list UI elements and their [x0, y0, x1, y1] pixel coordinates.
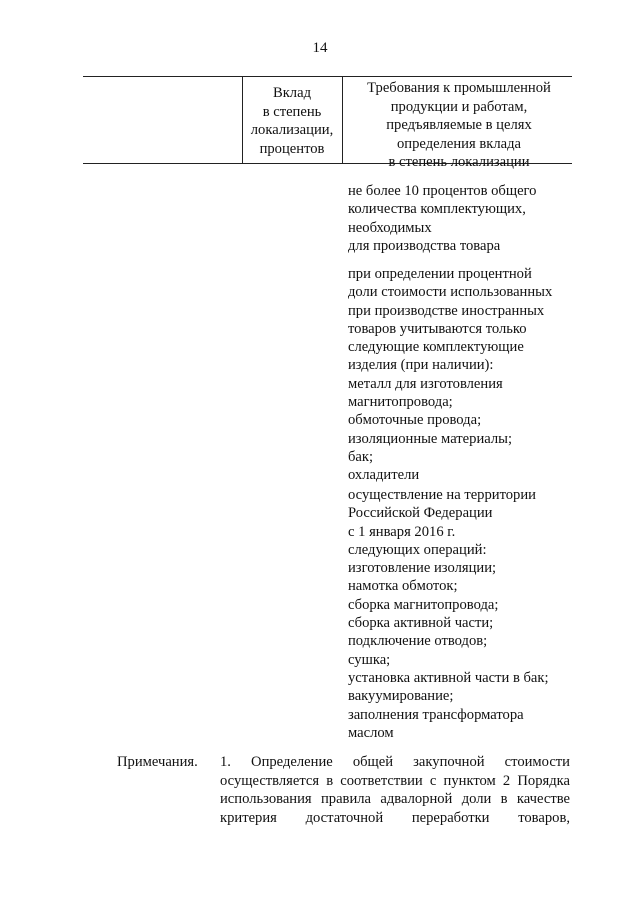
header-line: продукции и работам,	[390, 98, 528, 115]
header-line: в степень локализации	[388, 154, 530, 170]
notes-line: критерия достаточной переработки товаров,	[220, 809, 570, 826]
header-line: процентов	[259, 140, 325, 157]
requirement-block-foreign-components	[348, 265, 578, 485]
text-line: сборка активной части;	[348, 615, 494, 632]
text-line: маслом	[348, 724, 394, 741]
text-line: осуществление на территории	[348, 487, 536, 503]
text-line: обмоточные провода;	[348, 412, 482, 429]
header-line: в степень	[262, 103, 322, 120]
text-line: охладители	[348, 467, 420, 484]
text-line: намотка обмоток;	[348, 578, 458, 595]
text-line: необходимых	[348, 219, 432, 236]
requirement-block-domestic-operations	[348, 486, 578, 742]
header-line: Требования к промышленной	[367, 80, 551, 96]
notes-line: 1. Определение общей закупочной стоимости	[220, 754, 570, 770]
header-line: Вклад	[272, 85, 311, 101]
header-contribution	[243, 84, 341, 158]
text-line: доли стоимости использованных	[348, 284, 553, 301]
text-line: следующие комплектующие	[348, 339, 524, 356]
text-line: изделия (при наличии):	[348, 357, 494, 374]
text-line: следующих операций:	[348, 541, 487, 558]
text-line: количества комплектующих,	[348, 201, 526, 218]
text-line: изоляционные материалы;	[348, 430, 513, 447]
header-line: предъявляемые в целях	[386, 117, 532, 133]
header-requirements	[345, 79, 573, 172]
notes-label: Примечания.	[117, 754, 198, 770]
requirement-block-components-limit	[348, 182, 578, 255]
text-line: Российской Федерации	[348, 505, 493, 522]
text-line: для производства товара	[348, 237, 501, 254]
text-line: сушка;	[348, 651, 391, 668]
text-line: не более 10 процентов общего	[348, 183, 537, 199]
text-line: при производстве иностранных	[348, 302, 545, 319]
text-line: вакуумирование;	[348, 688, 454, 705]
text-line: изготовление изоляции;	[348, 560, 497, 577]
text-line: товаров учитываются только	[348, 320, 527, 337]
text-line: магнитопровода;	[348, 394, 453, 411]
text-line: подключение отводов;	[348, 633, 488, 650]
text-line: заполнения трансформатора	[348, 706, 524, 723]
text-line: с 1 января 2016 г.	[348, 523, 456, 540]
header-line: локализации,	[250, 122, 334, 138]
notes-body	[220, 753, 570, 827]
text-line: металл для изготовления	[348, 375, 503, 392]
text-line: установка активной части в бак;	[348, 669, 549, 686]
text-line: бак;	[348, 448, 374, 465]
notes-line: осуществляется в соответствии с пунктом 2 Порядка	[220, 772, 570, 789]
notes-line: использования правила адвалорной доли в качестве	[220, 791, 570, 808]
header-line: определения вклада	[397, 135, 521, 152]
table-header	[83, 76, 572, 170]
text-line: при определении процентной	[348, 266, 532, 282]
page-number: 14	[312, 40, 328, 56]
text-line: сборка магнитопровода;	[348, 596, 499, 613]
column-divider	[342, 77, 343, 163]
